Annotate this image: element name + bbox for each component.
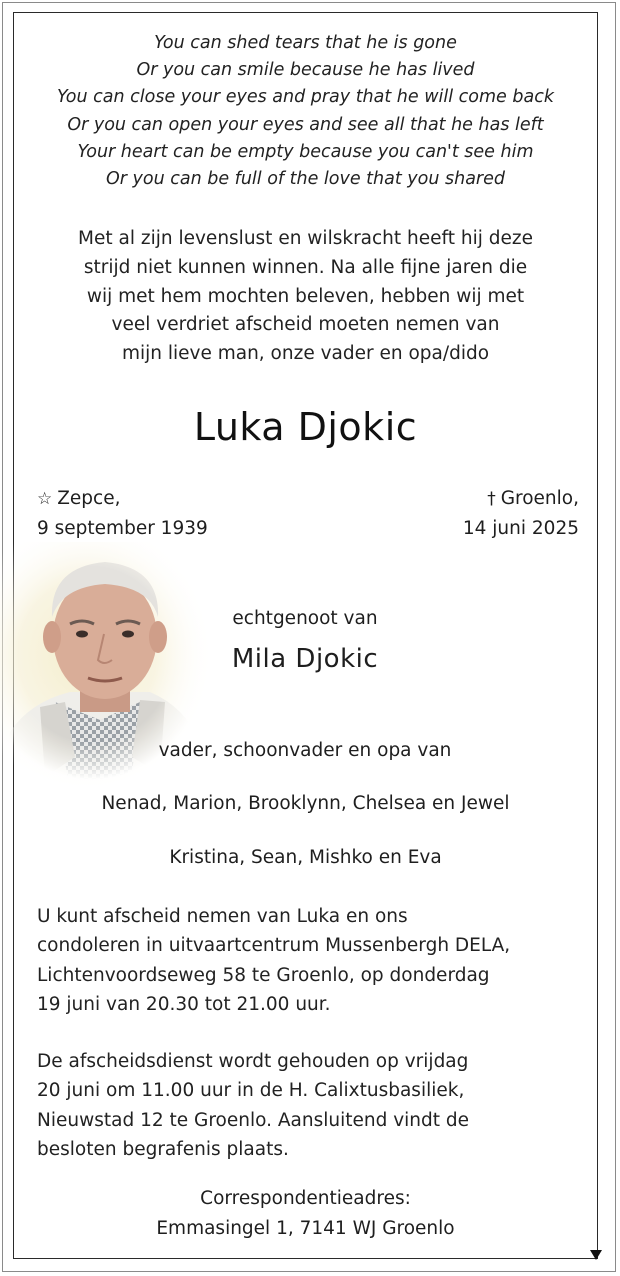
poem-line: Your heart can be empty because you can't see him (77, 141, 534, 162)
visitation-line: condoleren in uitvaartcentrum Mussenbergh DELA, (37, 935, 511, 957)
correspondence-label: Correspondentieadres: (200, 1188, 411, 1209)
service-line: besloten begrafenis plaats. (37, 1138, 289, 1160)
scroll-down-arrow-icon[interactable] (590, 1250, 602, 1260)
intro-line: strijd niet kunnen winnen. Na alle fijne jaren die (83, 256, 528, 278)
service-line: Nieuwstad 12 te Groenlo. Aansluitend vindt de (37, 1109, 470, 1131)
poem-line: Or you can open your eyes and see all that he has left (67, 114, 544, 135)
spouse-name: Mila Djokic (231, 644, 379, 674)
poem-line: Or you can smile because he has lived (136, 60, 475, 81)
birth-place: Zepce, (57, 488, 121, 509)
poem-line: Or you can be full of the love that you shared (105, 169, 505, 190)
service-line: 20 juni om 11.00 uur in de H. Calixtusbasiliek, (37, 1080, 465, 1102)
correspondence-address (13, 1184, 598, 1243)
correspondence-street: Emmasingel 1, 7141 WJ Groenlo (156, 1217, 455, 1239)
poem-line: You can close your eyes and pray that he will come back (57, 87, 554, 108)
star-icon: ☆ (37, 489, 53, 509)
death-date: 14 juni 2025 (462, 518, 579, 539)
intro-line: Met al zijn levenslust en wilskracht heeft hij deze (78, 228, 533, 249)
death-info (463, 484, 579, 544)
poem (13, 30, 598, 193)
family-label: vader, schoonvader en opa van (158, 740, 452, 761)
service-paragraph (37, 1047, 597, 1164)
children-names: Nenad, Marion, Brooklynn, Chelsea en Jewel (101, 793, 510, 814)
intro-text (13, 225, 598, 369)
service-line: De afscheidsdienst wordt gehouden op vrijdag (37, 1051, 469, 1072)
intro-line: wij met hem mochten beleven, hebben wij met (86, 285, 525, 307)
intro-line: veel verdriet afscheid moeten nemen van (111, 314, 500, 336)
birth-info (37, 484, 208, 544)
deceased-name: Luka Djokic (193, 405, 418, 449)
cross-icon: † (487, 489, 496, 509)
intro-line: mijn lieve man, onze vader en opa/dido (121, 343, 490, 365)
death-place: Groenlo, (500, 488, 579, 509)
spouse-label: echtgenoot van (232, 608, 378, 629)
birth-date: 9 september 1939 (37, 518, 208, 539)
visitation-line: Lichtenvoordseweg 58 te Groenlo, op donderdag (37, 964, 490, 986)
grandchildren-names: Kristina, Sean, Mishko en Eva (169, 847, 442, 868)
poem-line: You can shed tears that he is gone (154, 33, 457, 53)
visitation-paragraph (37, 902, 597, 1019)
visitation-line: 19 juni van 20.30 tot 21.00 uur. (37, 993, 331, 1015)
visitation-line: U kunt afscheid nemen van Luka en ons (37, 906, 408, 927)
